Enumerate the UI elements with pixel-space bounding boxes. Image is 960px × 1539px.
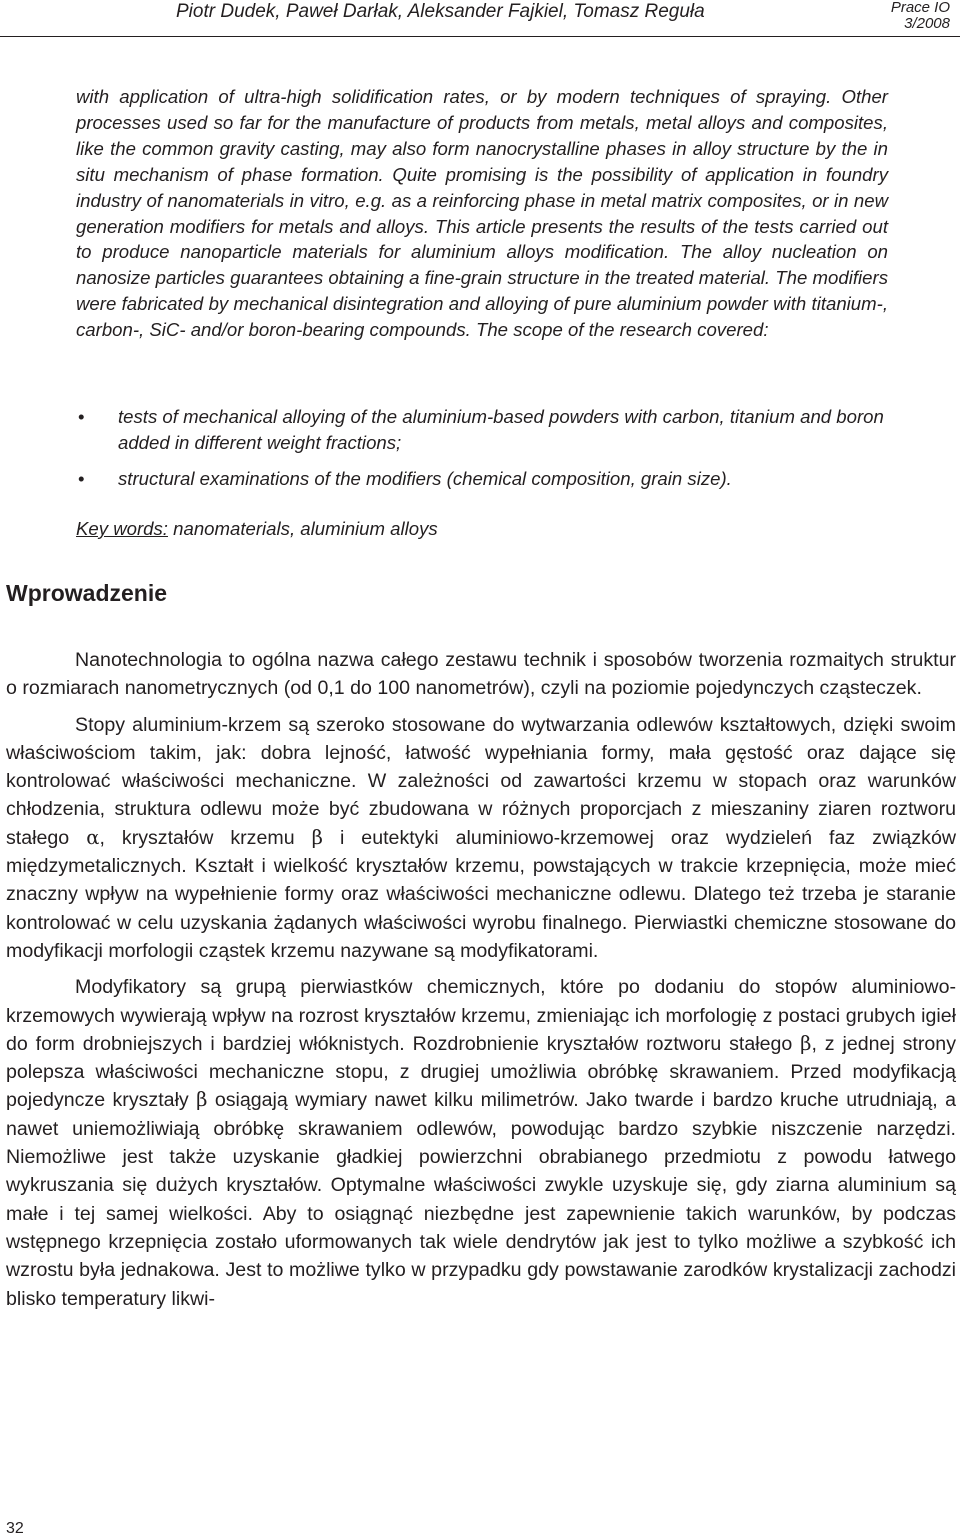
- beta-symbol: β: [311, 825, 323, 849]
- beta-symbol: β: [800, 1031, 812, 1055]
- bullet-item: • structural examinations of the modifiers (chemical composition, grain size).: [76, 466, 888, 492]
- alpha-symbol: α: [86, 825, 100, 849]
- body-paragraph-2-part-c: i eutektyki aluminiowo-krzemowej oraz wydzieleń faz związków międzymetalicznych. Kształt i wielkość kryształów krzemu, powstających w trakcie krzepnięcia, może mieć znaczny wpływ na wypełnienie formy oraz właściwości mechaniczne odlewu. Dlatego też trzeba je staranie kontrolować w celu uzyskania żądanych właściwości wyrobu finalnego. Pierwiastki chemiczne stosowane do modyfikacji morfologii cząstek krzemu nazywane są modyfikatorami.: [6, 826, 956, 962]
- header-rule: [0, 36, 960, 37]
- body-paragraph-2: [6, 711, 956, 966]
- keywords-label: Key words:: [76, 518, 168, 539]
- body-paragraph-2-part-b: , kryształów krzemu: [99, 826, 312, 849]
- body-paragraph-3-part-c: osiągają wymiary nawet kilku milimetrów. Jako twarde i bardzo kruche utrudniają, a nawet uniemożliwiają obróbkę skrawaniem odlewów, powodując bardzo szybkie niszczenie narzędzi. Niemożliwe jest także uzyskanie gładkiej powierzchni obrabianego przedmiotu z powodu łatwego wykruszania się dużych kryształów. Optymalne właściwości zwykle uzyskuje się, gdy ziarna aluminium są małe i tej samej wielkości. Aby to osiągnąć niezbędne jest zapewnienie takich warunków, by podczas wstępnego krzepnięcia zostało uformowanych tak wiele dendrytów jak jest to tylko możliwe a szybkość ich wzrostu była jednakowa. Jest to możliwe tylko w przypadku gdy powstawanie zarodków krystalizacji zachodzi blisko temperatury likwi-: [6, 1089, 956, 1310]
- section-title: Wprowadzenie: [6, 580, 168, 606]
- running-head: [0, 0, 960, 40]
- body-paragraph-1: Nanotechnologia to ogólna nazwa całego zestawu technik i sposobów tworzenia rozmaitych struktur o rozmiarach nanometrycznych (od 0,1 do 100 nanometrów), czyli na poziomie pojedynczych cząsteczek.: [6, 649, 956, 700]
- abstract-bullet-list: [76, 404, 888, 502]
- beta-symbol: β: [196, 1088, 208, 1112]
- abstract: [76, 84, 888, 343]
- body-paragraph-2-part-a: Stopy aluminium-krzem są szeroko stosowane do wytwarzania odlewów kształtowych, dzięki swoim właściwościom takim, jak: dobra lejność, łatwość wypełniania formy, mała gęstość oraz dające się kontrolować właściwości mechaniczne. W zależności od zawartości krzemu w stopach oraz warunków chłodzenia, struktura odlewu może być zbudowana w różnych proporcjach z mieszaniny ziaren roztworu stałego: [6, 713, 956, 849]
- body-paragraph-3: [6, 973, 956, 1313]
- page-number: 32: [6, 1520, 24, 1537]
- keywords: [76, 518, 438, 540]
- bullet-item: • tests of mechanical alloying of the aluminium-based powders with carbon, titanium and boron added in different weight fractions;: [76, 404, 888, 456]
- header-issue: 3/2008: [904, 15, 950, 32]
- keywords-value: nanomaterials, aluminium alloys: [167, 518, 438, 539]
- body-paragraph-3-part-a: Modyfikatory są grupą pierwiastków chemicznych, które po dodaniu do stopów aluminiowo-krzemowych wywierają wpływ na rozrost kryształów krzemu, zmieniając ich morfologię z postaci grubych igieł do form drobniejszych i bardziej włóknistych. Rozdrobnienie kryształów roztworu stałego: [6, 976, 956, 1055]
- header-journal: [891, 0, 950, 32]
- abstract-paragraph: with application of ultra-high solidification rates, or by modern techniques of spraying. Other processes used so far for the manufacture of products from metals, metal alloys and composites, like the common gravity casting, may also form nanocrystalline phases in alloy structure by the in situ mechanism of phase formation. Quite promising is the possibility of application in foundry industry of nanomaterials in vitro, e.g. as a reinforcing phase in metal matrix composites, or in new generation modifiers for metals and alloys. This article presents the results of the tests carried out to produce nanoparticle materials for aluminium alloys modification. The alloy nucleation on nanosize particles guarantees obtaining a fine-grain structure in the treated material. The modifiers were fabricated by mechanical disintegration and alloying of pure aluminium powder with titanium-, carbon-, SiC- and/or boron-bearing compounds. The scope of the research covered:: [76, 86, 888, 341]
- header-authors: Piotr Dudek, Paweł Darłak, Aleksander Fajkiel, Tomasz Reguła: [176, 1, 705, 22]
- header-journal-name: Prace IO: [890, 0, 950, 16]
- section-body: [6, 646, 956, 1321]
- body-paragraph-3-part-b: , z jednej strony polepsza właściwości mechaniczne stopu, z drugiej umożliwia obróbkę skrawaniem. Przed modyfikacją pojedyncze kryształy: [6, 1032, 956, 1112]
